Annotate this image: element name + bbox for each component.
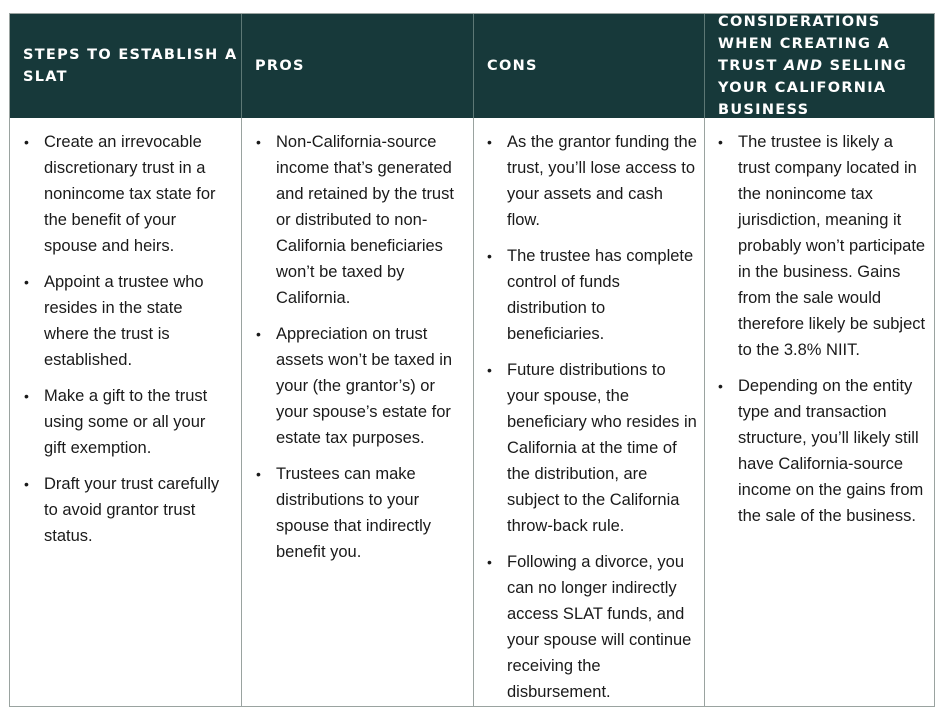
bullet-icon: • bbox=[24, 388, 29, 404]
pro-item bbox=[254, 461, 466, 565]
step-item bbox=[22, 383, 230, 461]
bullet-icon: • bbox=[24, 274, 29, 290]
step-item-text: Appoint a trustee who resides in the state where the trust is established. bbox=[44, 273, 204, 369]
bullet-icon: • bbox=[256, 134, 261, 150]
header-cons bbox=[474, 14, 704, 118]
consideration-item bbox=[716, 373, 928, 529]
bullet-icon: • bbox=[256, 326, 261, 342]
header-considerations-emphasis: AND bbox=[784, 58, 824, 74]
cons-list bbox=[485, 129, 697, 705]
con-item bbox=[485, 357, 697, 539]
header-cons-label: CONS bbox=[487, 58, 538, 74]
step-item-text: Create an irrevocable discretionary trust in a nonincome tax state for the benefit of your spouse and heirs. bbox=[44, 133, 216, 255]
column-divider bbox=[704, 118, 705, 706]
pro-item-text: Appreciation on trust assets won’t be taxed in your (the grantor’s) or your spouse’s estate for estate tax purposes. bbox=[276, 325, 453, 447]
considerations-column bbox=[716, 118, 928, 706]
pro-item bbox=[254, 321, 466, 451]
bullet-icon: • bbox=[487, 248, 492, 264]
pros-column bbox=[254, 118, 466, 706]
cons-column bbox=[485, 118, 697, 706]
step-item-text: Make a gift to the trust using some or all your gift exemption. bbox=[44, 387, 208, 457]
column-divider bbox=[241, 118, 242, 706]
consideration-item-text: Depending on the entity type and transaction structure, you’ll likely still have California-source income on the gains from the sale of the business. bbox=[738, 377, 924, 525]
bullet-icon: • bbox=[487, 362, 492, 378]
bullet-icon: • bbox=[487, 134, 492, 150]
bullet-icon: • bbox=[24, 476, 29, 492]
pro-item-text: Non-California-source income that’s generated and retained by the trust or distributed to non-California beneficiaries won’t be taxed by California. bbox=[276, 133, 454, 307]
pro-item-text: Trustees can make distributions to your spouse that indirectly benefit you. bbox=[276, 465, 432, 561]
header-considerations bbox=[705, 14, 934, 118]
steps-list bbox=[22, 129, 230, 549]
consideration-item bbox=[716, 129, 928, 363]
con-item-text: Future distributions to your spouse, the beneficiary who resides in California at the time of the distribution, are subject to the California throw-back rule. bbox=[507, 361, 697, 535]
header-steps bbox=[10, 14, 241, 118]
bullet-icon: • bbox=[718, 378, 723, 394]
con-item bbox=[485, 129, 697, 233]
con-item bbox=[485, 243, 697, 347]
pro-item bbox=[254, 129, 466, 311]
con-item-text: The trustee has complete control of funds distribution to beneficiaries. bbox=[507, 247, 694, 343]
header-considerations-part2: SELLING YOUR CALIFORNIA BUSINESS bbox=[718, 58, 908, 118]
pros-list bbox=[254, 129, 466, 565]
bullet-icon: • bbox=[718, 134, 723, 150]
consideration-item-text: The trustee is likely a trust company located in the nonincome tax jurisdiction, meaning it probably won’t participate in the business. Gains from the sale would therefore likely be subject to the 3.8% NIIT. bbox=[738, 133, 926, 359]
header-steps-label: STEPS TO ESTABLISH A SLAT bbox=[23, 47, 238, 85]
column-divider bbox=[473, 118, 474, 706]
header-considerations-label bbox=[718, 11, 926, 121]
con-item bbox=[485, 549, 697, 705]
con-item-text: Following a divorce, you can no longer indirectly access SLAT funds, and your spouse will continue receiving the disbursement. bbox=[507, 553, 692, 701]
con-item-text: As the grantor funding the trust, you’ll lose access to your assets and cash flow. bbox=[507, 133, 697, 229]
header-pros-label: PROS bbox=[255, 58, 305, 74]
bullet-icon: • bbox=[487, 554, 492, 570]
header-considerations-part1: CONSIDERATIONS WHEN CREATING A TRUST bbox=[718, 14, 891, 74]
bullet-icon: • bbox=[256, 466, 261, 482]
steps-column bbox=[22, 118, 230, 706]
table-header-row bbox=[10, 14, 934, 118]
step-item-text: Draft your trust carefully to avoid grantor trust status. bbox=[44, 475, 220, 545]
bullet-icon: • bbox=[24, 134, 29, 150]
slat-table bbox=[9, 13, 935, 707]
header-pros bbox=[242, 14, 473, 118]
considerations-list bbox=[716, 129, 928, 529]
step-item bbox=[22, 471, 230, 549]
step-item bbox=[22, 269, 230, 373]
step-item bbox=[22, 129, 230, 259]
